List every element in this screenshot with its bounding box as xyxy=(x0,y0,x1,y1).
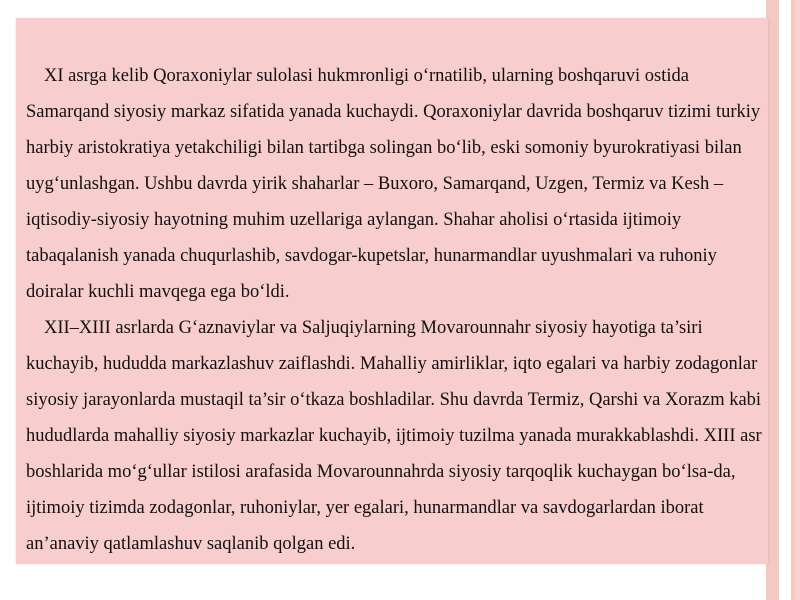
text-panel xyxy=(16,18,768,564)
right-white-strip xyxy=(779,0,791,600)
right-inner-strip xyxy=(795,0,800,600)
document-content xyxy=(26,58,772,562)
paragraph-1: XI asrga kelib Qoraxoniylar sulolasi hukmronligi o‘rnatilib, ularning boshqaruvi ostida Samarqand siyosiy markaz sifatida yanada kuchaydi. Qoraxoniylar davrida boshqaruv tizimi turkiy harbiy aristokratiya yetakchiligi bilan tartibga solingan bo‘lib, eski somoniy byurokratiyasi bilan uyg‘unlashgan. Ushbu davrda yirik shaharlar – Buxoro, Samarqand, Uzgen, Termiz va Kesh – iqtisodiy-siyosiy hayotning muhim uzellariga aylangan. Shahar aholisi o‘rtasida ijtimoiy tabaqalanish yanada chuqurlashib, savdogar-kupetslar, hunarmandlar uyushmalari va ruhoniy doiralar kuchli mavqega ega bo‘ldi. xyxy=(26,66,761,302)
paragraph-2: XII–XIII asrlarda G‘aznaviylar va Saljuqiylarning Movarounnahr siyosiy hayotiga ta’siri kuchayib, hududda markazlashuv zaiflashdi. Mahalliy amirliklar, iqto egalari va harbiy zodagonlar siyosiy jarayonlarda mustaqil ta’sir o‘tkaza boshladilar. Shu davrda Termiz, Qarshi va Xorazm kabi hududlarda mahalliy siyosiy markazlar kuchayib, ijtimoiy tuzilma yanada murakkablashdi. XIII asr boshlarida mo‘g‘ullar istilosi arafasida Movarounnahrda siyosiy tarqoqlik kuchaygan bo‘lsa-da, ijtimoiy tizimda zodagonlar, ruhoniylar, yer egalari, hunarmandlar va savdogarlardan iborat an’anaviy qatlamlashuv saqlanib qolgan edi. xyxy=(26,318,762,554)
